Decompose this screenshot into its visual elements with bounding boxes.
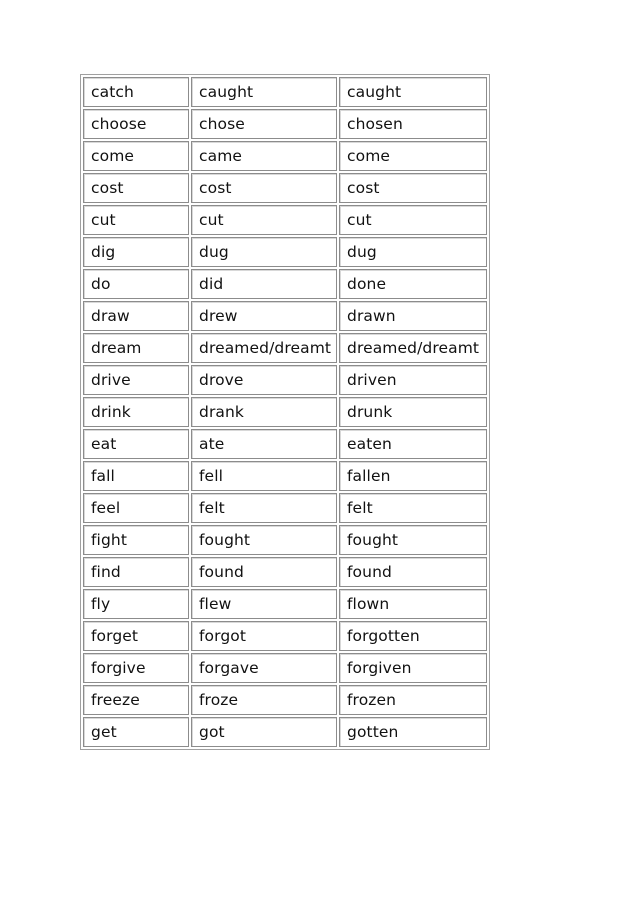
base-form-cell: draw bbox=[83, 301, 189, 331]
base-form-cell: cost bbox=[83, 173, 189, 203]
past-simple-cell: cut bbox=[191, 205, 337, 235]
base-form-cell: eat bbox=[83, 429, 189, 459]
table-row bbox=[83, 77, 487, 107]
table-row bbox=[83, 365, 487, 395]
past-participle-cell: cut bbox=[339, 205, 487, 235]
base-form-cell: choose bbox=[83, 109, 189, 139]
table-row bbox=[83, 653, 487, 683]
past-participle-cell: come bbox=[339, 141, 487, 171]
table-row bbox=[83, 557, 487, 587]
past-participle-cell: chosen bbox=[339, 109, 487, 139]
base-form-cell: dream bbox=[83, 333, 189, 363]
past-simple-cell: drew bbox=[191, 301, 337, 331]
past-simple-cell: caught bbox=[191, 77, 337, 107]
base-form-cell: do bbox=[83, 269, 189, 299]
past-participle-cell: caught bbox=[339, 77, 487, 107]
table-row bbox=[83, 141, 487, 171]
past-simple-cell: drank bbox=[191, 397, 337, 427]
past-simple-cell: found bbox=[191, 557, 337, 587]
base-form-cell: fight bbox=[83, 525, 189, 555]
base-form-cell: come bbox=[83, 141, 189, 171]
past-participle-cell: frozen bbox=[339, 685, 487, 715]
table-row bbox=[83, 717, 487, 747]
base-form-cell: fly bbox=[83, 589, 189, 619]
table-row bbox=[83, 493, 487, 523]
base-form-cell: dig bbox=[83, 237, 189, 267]
past-participle-cell: flown bbox=[339, 589, 487, 619]
past-simple-cell: got bbox=[191, 717, 337, 747]
past-simple-cell: cost bbox=[191, 173, 337, 203]
table-row bbox=[83, 621, 487, 651]
base-form-cell: drink bbox=[83, 397, 189, 427]
past-simple-cell: forgot bbox=[191, 621, 337, 651]
table-row bbox=[83, 525, 487, 555]
past-participle-cell: cost bbox=[339, 173, 487, 203]
table-row bbox=[83, 589, 487, 619]
past-participle-cell: dug bbox=[339, 237, 487, 267]
base-form-cell: find bbox=[83, 557, 189, 587]
base-form-cell: get bbox=[83, 717, 189, 747]
base-form-cell: drive bbox=[83, 365, 189, 395]
table-row bbox=[83, 333, 487, 363]
irregular-verbs-table bbox=[80, 74, 490, 750]
past-participle-cell: forgotten bbox=[339, 621, 487, 651]
base-form-cell: forgive bbox=[83, 653, 189, 683]
base-form-cell: catch bbox=[83, 77, 189, 107]
past-participle-cell: found bbox=[339, 557, 487, 587]
past-simple-cell: felt bbox=[191, 493, 337, 523]
table-row bbox=[83, 301, 487, 331]
past-simple-cell: flew bbox=[191, 589, 337, 619]
table-row bbox=[83, 429, 487, 459]
past-participle-cell: gotten bbox=[339, 717, 487, 747]
base-form-cell: fall bbox=[83, 461, 189, 491]
table-row bbox=[83, 461, 487, 491]
past-simple-cell: dug bbox=[191, 237, 337, 267]
past-participle-cell: drunk bbox=[339, 397, 487, 427]
past-simple-cell: dreamed/dreamt bbox=[191, 333, 337, 363]
table-row bbox=[83, 269, 487, 299]
past-simple-cell: did bbox=[191, 269, 337, 299]
table-row bbox=[83, 173, 487, 203]
past-simple-cell: forgave bbox=[191, 653, 337, 683]
table-row bbox=[83, 109, 487, 139]
past-participle-cell: forgiven bbox=[339, 653, 487, 683]
past-participle-cell: eaten bbox=[339, 429, 487, 459]
past-simple-cell: fought bbox=[191, 525, 337, 555]
past-simple-cell: chose bbox=[191, 109, 337, 139]
past-participle-cell: felt bbox=[339, 493, 487, 523]
verb-table-body bbox=[83, 77, 487, 747]
past-participle-cell: dreamed/dreamt bbox=[339, 333, 487, 363]
past-simple-cell: ate bbox=[191, 429, 337, 459]
past-participle-cell: drawn bbox=[339, 301, 487, 331]
base-form-cell: cut bbox=[83, 205, 189, 235]
table-row bbox=[83, 397, 487, 427]
past-participle-cell: driven bbox=[339, 365, 487, 395]
table-row bbox=[83, 685, 487, 715]
past-simple-cell: froze bbox=[191, 685, 337, 715]
past-simple-cell: came bbox=[191, 141, 337, 171]
base-form-cell: forget bbox=[83, 621, 189, 651]
past-participle-cell: fought bbox=[339, 525, 487, 555]
past-simple-cell: fell bbox=[191, 461, 337, 491]
base-form-cell: feel bbox=[83, 493, 189, 523]
base-form-cell: freeze bbox=[83, 685, 189, 715]
table-row bbox=[83, 237, 487, 267]
past-participle-cell: done bbox=[339, 269, 487, 299]
table-row bbox=[83, 205, 487, 235]
past-simple-cell: drove bbox=[191, 365, 337, 395]
past-participle-cell: fallen bbox=[339, 461, 487, 491]
